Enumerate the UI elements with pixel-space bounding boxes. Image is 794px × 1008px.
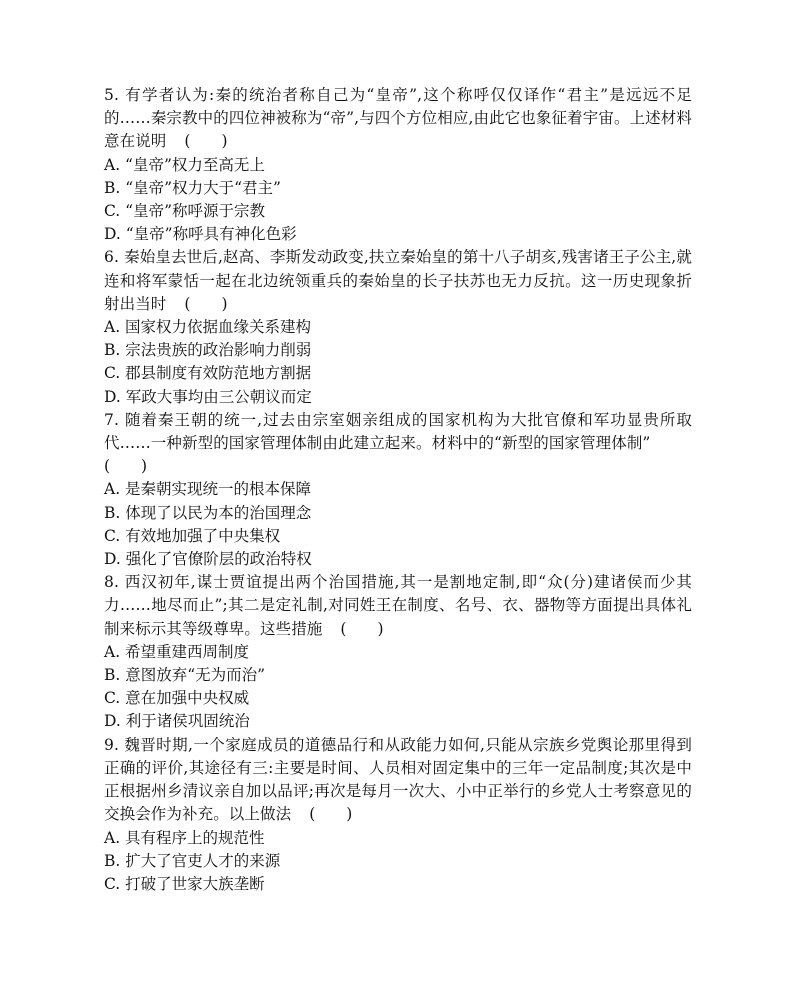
option-a: A. 是秦朝实现统一的根本保障 <box>104 480 312 499</box>
option-b: B. 扩大了官吏人才的来源 <box>104 851 281 870</box>
answer-blank: ( ) <box>104 457 148 476</box>
question-stem-text: 6. 秦始皇去世后,赵高、李斯发动政变,扶立秦始皇的第十八子胡亥,残害诸王子公主,就连和将军蒙恬一起在北边统领重兵的秦始皇的长子扶苏也无力反抗。这一历史现象折射出当时 <box>104 248 692 313</box>
answer-blank: ( ) <box>340 619 384 638</box>
option-c: C. 打破了世家大族垄断 <box>104 874 265 893</box>
answer-blank: ( ) <box>184 132 228 151</box>
option-b: B. 宗法贵族的政治影响力削弱 <box>104 341 312 360</box>
option-c: C. 有效地加强了中央集权 <box>104 526 281 545</box>
question-stem <box>104 734 692 827</box>
question-7 <box>104 409 692 571</box>
question-stem <box>104 246 692 316</box>
option-d: D. 军政大事均由三公朝议而定 <box>104 387 312 406</box>
option-c: C. 意在加强中央权威 <box>104 689 250 708</box>
question-stem-text: 8. 西汉初年,谋士贾谊提出两个治国措施,其一是割地定制,即“众(分)建诸侯而少其力……地尽而止”;其二是定礼制,对同姓王在制度、名号、衣、器物等方面提出具体礼制来标示其等级尊卑。这些措施 <box>104 573 692 638</box>
question-stem-text: 7. 随着秦王朝的统一,过去由宗室姻亲组成的国家机构为大批官僚和军功显贵所取代……一种新型的国家管理体制由此建立起来。材料中的“新型的国家管理体制” <box>104 410 692 453</box>
option-c: C. “皇帝”称呼源于宗教 <box>104 202 266 221</box>
question-9 <box>104 734 692 896</box>
question-5 <box>104 84 692 246</box>
option-a: A. “皇帝”权力至高无上 <box>104 155 265 174</box>
question-stem <box>104 571 692 641</box>
question-stem <box>104 84 692 154</box>
option-a: A. 具有程序上的规范性 <box>104 828 265 847</box>
question-6 <box>104 246 692 408</box>
option-b: B. “皇帝”权力大于“君主” <box>104 178 281 197</box>
option-c: C. 郡县制度有效防范地方割据 <box>104 364 312 383</box>
question-stem <box>104 409 692 455</box>
option-d: D. 利于诸侯巩固统治 <box>104 712 250 731</box>
exam-page <box>104 84 692 896</box>
option-a: A. 希望重建西周制度 <box>104 642 250 661</box>
question-stem-text: 5. 有学者认为:秦的统治者称自己为“皇帝”,这个称呼仅仅译作“君主”是远远不足的……秦宗教中的四位神被称为“帝”,与四个方位相应,由此它也象征着宇宙。上述材料意在说明 <box>104 86 692 151</box>
option-d: D. “皇帝”称呼具有神化色彩 <box>104 225 297 244</box>
option-b: B. 意图放弃“无为而治” <box>104 666 266 685</box>
option-b: B. 体现了以民为本的治国理念 <box>104 503 312 522</box>
answer-blank: ( ) <box>184 294 228 313</box>
option-a: A. 国家权力依据血缘关系建构 <box>104 318 312 337</box>
question-stem-text: 9. 魏晋时期,一个家庭成员的道德品行和从政能力如何,只能从宗族乡党舆论那里得到正确的评价,其途径有三:主要是时间、人员相对固定集中的三年一定品制度;其次是中正根据州乡清议亲自加以品评;再次是每月一次大、小中正举行的乡党人士考察意见的交换会作为补充。以上做法 <box>104 735 692 824</box>
option-d: D. 强化了官僚阶层的政治特权 <box>104 550 312 569</box>
answer-blank: ( ) <box>309 805 353 824</box>
question-8 <box>104 571 692 733</box>
